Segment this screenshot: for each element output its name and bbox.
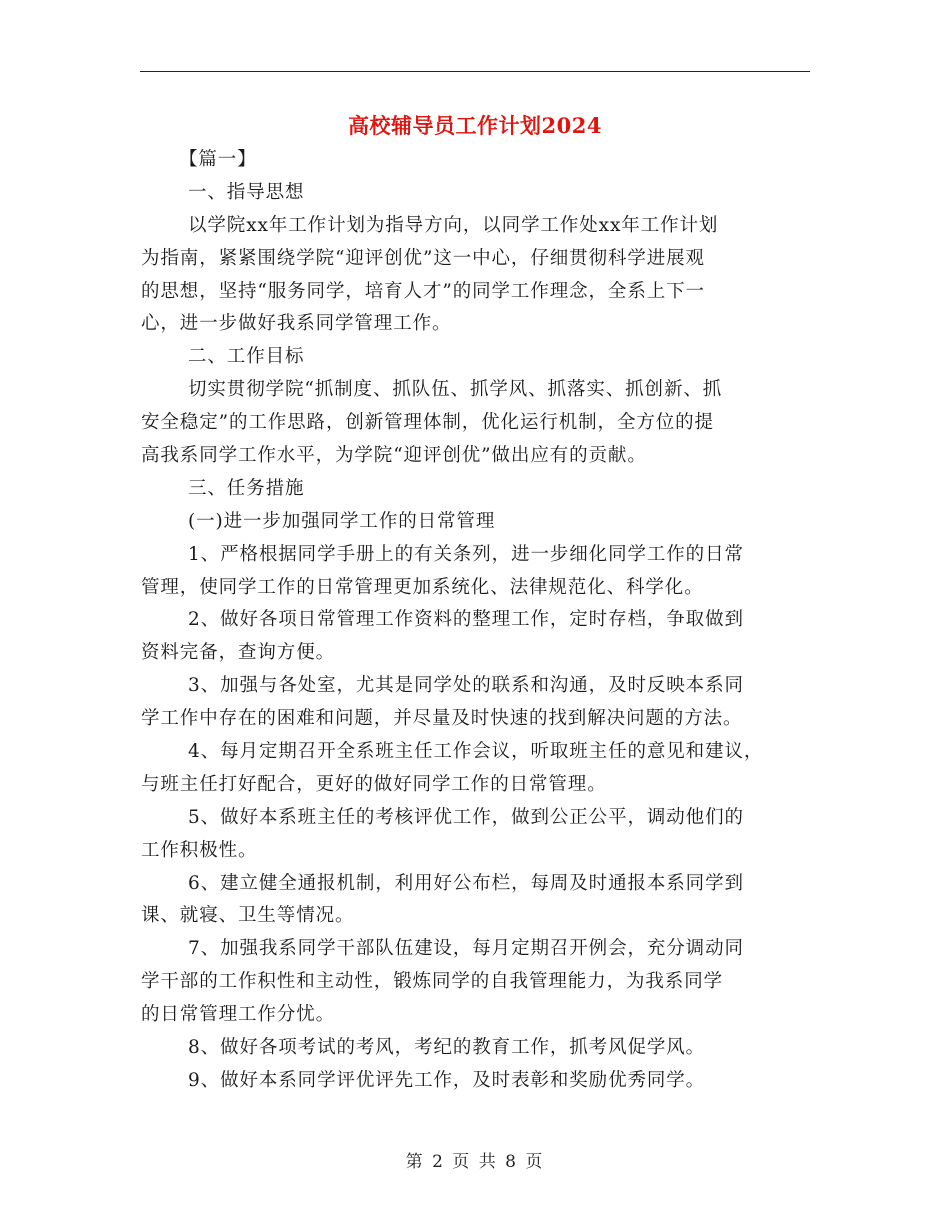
heading-tasks-measures: 三、任务措施	[188, 477, 305, 499]
heading-work-goals: 二、工作目标	[188, 346, 305, 368]
document-body	[141, 144, 813, 1098]
list-item-line: 1、严格根据同学手册上的有关条列，进一步细化同学工作的日常	[188, 543, 744, 565]
list-item-line: 学干部的工作积性和主动性，锻炼同学的自我管理能力，为我系同学	[141, 971, 724, 993]
section-heading-part-one: 【篇一】	[179, 149, 257, 170]
list-item-line: 学工作中存在的困难和问题，并尽量及时快速的找到解决问题的方法。	[141, 708, 743, 730]
paragraph-line: 安全稳定”的工作思路，创新管理体制，优化运行机制，全方位的提	[141, 412, 714, 434]
heading-guiding-ideology: 一、指导思想	[188, 181, 305, 203]
list-item-line: 5、做好本系班主任的考核评优工作，做到公正公平，调动他们的	[188, 806, 744, 828]
paragraph-line: 切实贯彻学院“抓制度、抓队伍、抓学风、抓落实、抓创新、抓	[188, 379, 723, 401]
list-item-line: 2、做好各项日常管理工作资料的整理工作，定时存档，争取做到	[188, 609, 744, 631]
list-item-line: 工作积极性。	[141, 839, 258, 861]
document-title: 高校辅导员工作计划2024	[348, 113, 602, 138]
paragraph-line: 高我系同学工作水平，为学院“迎评创优”做出应有的贡献。	[141, 445, 647, 467]
list-item-line: 3、加强与各处室，尤其是同学处的联系和沟通，及时反映本系同	[188, 675, 744, 697]
list-item-line: 与班主任打好配合，更好的做好同学工作的日常管理。	[141, 773, 607, 795]
paragraph-line: 为指南，紧紧围绕学院“迎评创优”这一中心，仔细贯彻科学进展观	[141, 247, 705, 269]
paragraph-line: 以学院xx年工作计划为指导方向，以同学工作处xx年工作计划	[188, 214, 719, 236]
list-item-line: 管理，使同学工作的日常管理更加系统化、法律规范化、科学化。	[141, 576, 704, 598]
list-item-line: 7、加强我系同学干部队伍建设，每月定期召开例会，充分调动同	[188, 938, 744, 960]
paragraph-line: 心，进一步做好我系同学管理工作。	[141, 313, 452, 335]
list-item-line: 课、就寝、卫生等情况。	[141, 905, 355, 927]
list-item-line: 资料完备，查询方便。	[141, 642, 336, 664]
header-rule	[140, 71, 810, 72]
subheading-daily-management: (一)进一步加强同学工作的日常管理	[188, 510, 496, 532]
list-item-line: 的日常管理工作分忧。	[141, 1004, 336, 1026]
list-item-line: 6、建立健全通报机制，利用好公布栏，每周及时通报本系同学到	[188, 872, 744, 894]
list-item-line: 4、每月定期召开全系班主任工作会议，听取班主任的意见和建议，	[188, 741, 764, 763]
paragraph-line: 的思想，坚持“服务同学，培育人才”的同学工作理念，全系上下一	[141, 280, 705, 302]
list-item-line: 9、做好本系同学评优评先工作，及时表彰和奖励优秀同学。	[188, 1069, 706, 1091]
list-item-line: 8、做好各项考试的考风，考纪的教育工作，抓考风促学风。	[188, 1037, 706, 1059]
page-number: 第 2 页 共 8 页	[405, 1152, 545, 1172]
